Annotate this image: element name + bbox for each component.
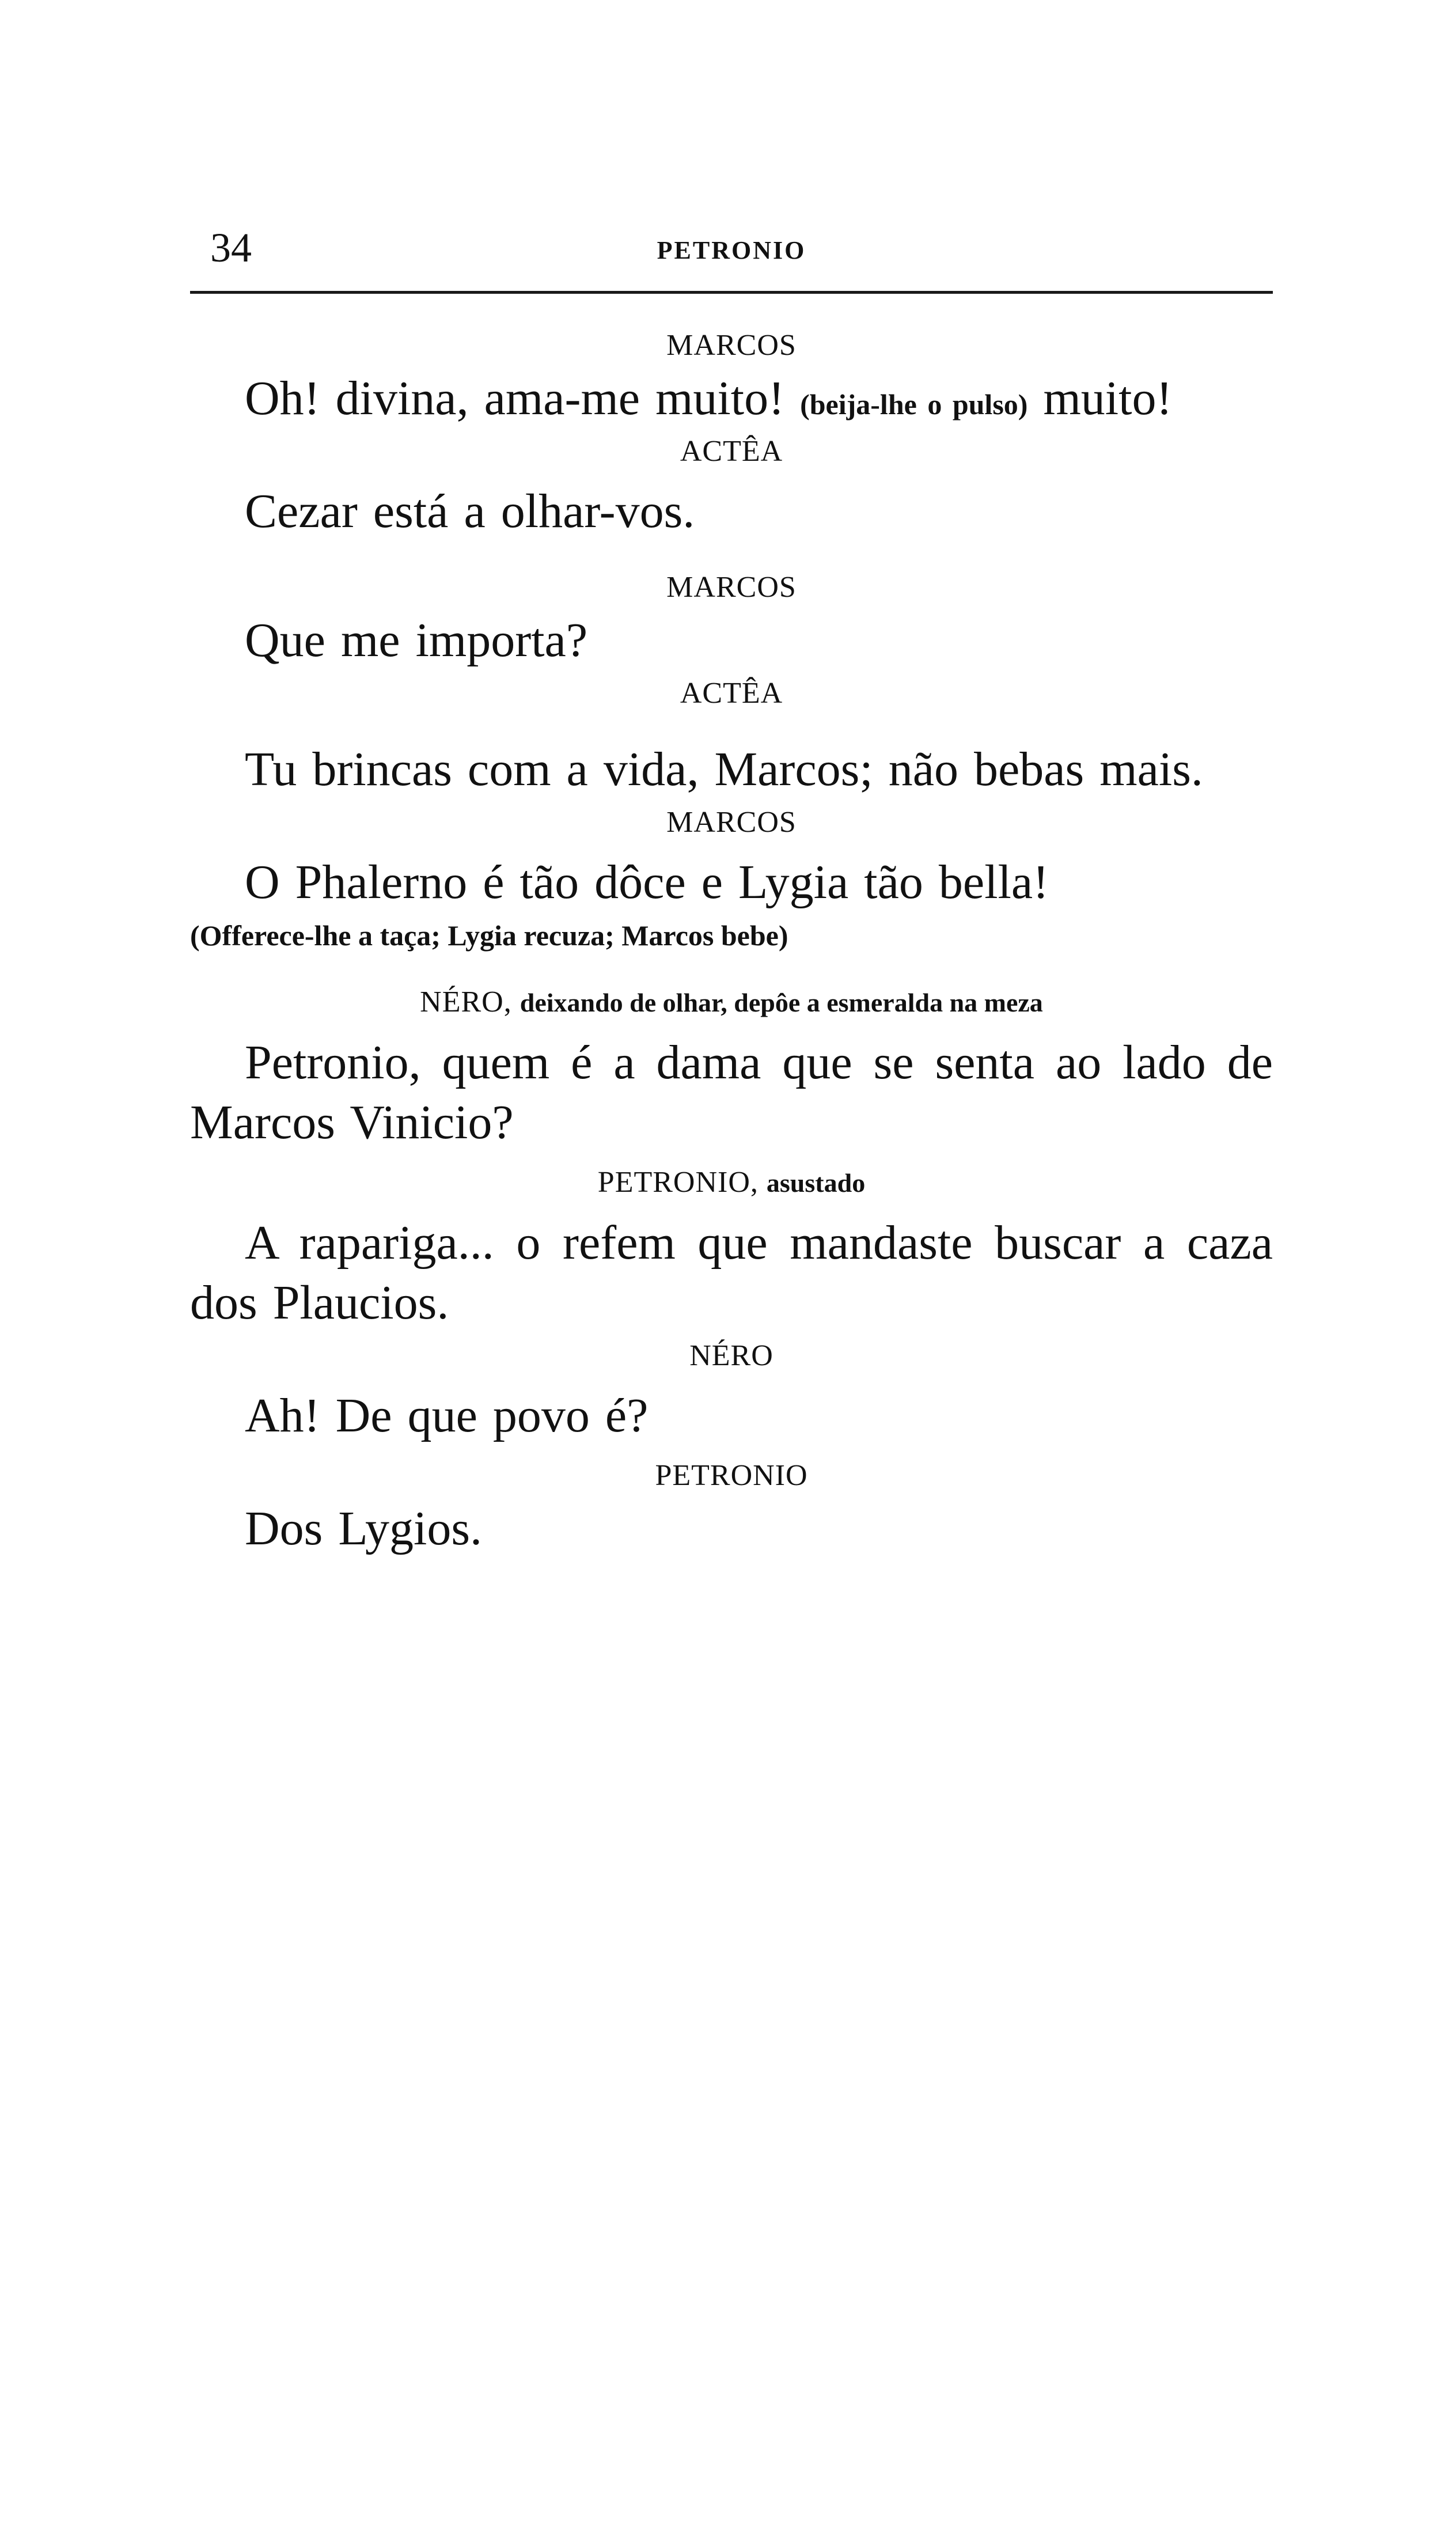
speech-line: Tu brincas com a vida, Marcos; não bebas mais. [245,742,1203,796]
speech-text: Oh! divina, ama-me muito! [245,372,785,425]
speech-line: Cezar está a olhar-vos. [245,484,695,538]
speech-continuation: muito! [1043,372,1173,425]
speech-line: A rapariga... o refem que mandaste buscar a caza dos Plaucios. [190,1216,1273,1329]
speaker-heading: MARCOS [666,571,797,604]
speaker-note: deixando de olhar, depôe a esmeralda na meza [520,988,1043,1017]
speaker-heading: ACTÊA [680,435,783,468]
page-number: 34 [210,225,252,271]
speech-line: O Phalerno é tão dôce e Lygia tão bella! [245,855,1049,909]
speaker-heading: NÉRO [689,1339,774,1372]
speech-line: Dos Lygios. [245,1502,483,1555]
speaker-heading [190,979,1273,1026]
speaker-name: NÉRO, [420,986,512,1018]
speaker-name: PETRONIO, [597,1166,759,1199]
stage-direction: (Offerece-lhe a taça; Lygia recuza; Marcos bebe) [190,919,788,952]
speaker-heading [190,1160,1273,1206]
speaker-heading: MARCOS [666,329,797,362]
speech-line [190,369,1273,429]
running-title: PETRONIO [657,236,806,264]
page-header [190,222,1273,285]
stage-direction: (beija-lhe o pulso) [800,388,1028,420]
speech-line: Ah! De que povo é? [245,1389,649,1442]
play-text [190,323,1273,1559]
speaker-heading: ACTÊA [680,677,783,710]
speech-line: Que me importa? [245,613,588,667]
speech-line: Petronio, quem é a dama que se senta ao lado de Marcos Vinicio? [190,1036,1273,1149]
speaker-heading: PETRONIO [655,1459,808,1492]
header-rule [190,291,1273,294]
speaker-heading: MARCOS [666,806,797,839]
speaker-note: asustado [766,1168,866,1198]
